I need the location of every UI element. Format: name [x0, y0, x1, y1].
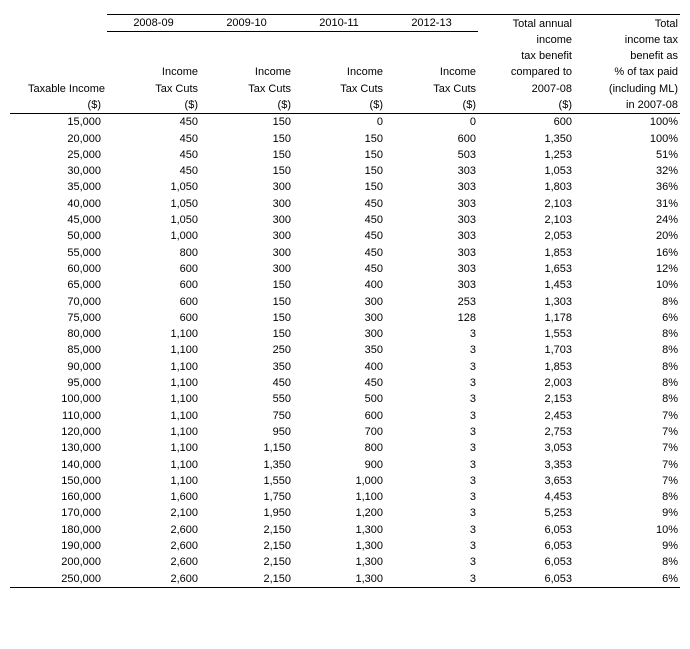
cuts-2010-11-cell: 900 [364, 458, 383, 471]
pct-benefit-header-line: in 2007-08 [574, 97, 680, 114]
cuts-2008-09-cell: 450 [179, 132, 198, 145]
cuts-2010-11-cell: 450 [364, 377, 383, 390]
cuts-2010-11-cell: 1,300 [293, 571, 385, 588]
taxable-income-cell: 55,000 [67, 246, 101, 259]
table-row [10, 359, 680, 375]
cuts-2012-13-cell: 3 [469, 458, 476, 471]
cuts-2010-11-cell: 300 [364, 295, 383, 308]
total-benefit-header-line: income [536, 33, 572, 46]
table-row [10, 375, 680, 391]
cuts-2010-11-cell: 1,300 [355, 523, 383, 536]
taxable-income-cell: 120,000 [61, 425, 101, 438]
cuts-2009-10-cell: 1,350 [263, 458, 291, 471]
cuts-2009-10-cell: 300 [272, 230, 291, 243]
cuts-2010-11-cell: 400 [364, 279, 383, 292]
cuts-2009-10-cell: 1,950 [263, 507, 291, 520]
year-header-2012-13: 2012-13 [385, 15, 478, 32]
year-header-2010-11: 2010-11 [293, 15, 385, 32]
cuts-2008-09-cell: 1,100 [170, 328, 198, 341]
cuts-2010-11-cell: 450 [364, 246, 383, 259]
pct-benefit-cell: 8% [662, 393, 678, 406]
cuts-2012-13-cell: 3 [469, 344, 476, 357]
pct-benefit-cell: 10% [655, 279, 678, 292]
table-row [10, 457, 680, 473]
pct-benefit-cell: 100% [649, 116, 678, 129]
cuts-2012-13-cell: 3 [469, 425, 476, 438]
cuts-2010-11-cell: 450 [364, 197, 383, 210]
cuts-2012-13-cell: 3 [469, 540, 476, 552]
pct-benefit-cell: 8% [662, 295, 678, 308]
total-benefit-cell: 1,803 [544, 181, 572, 194]
table-row [10, 538, 680, 554]
table-row [10, 522, 680, 538]
pct-benefit-cell: 8% [662, 360, 678, 373]
cuts-2008-09-cell: 1,100 [170, 409, 198, 422]
cuts-2012-13-cell: 128 [457, 311, 476, 324]
cuts-2012-13-cell: 0 [469, 116, 476, 129]
table-row [10, 554, 680, 570]
cuts-2010-11-cell: 700 [364, 425, 383, 438]
table-row [10, 147, 680, 163]
total-benefit-cell: 1,053 [544, 165, 572, 178]
total-benefit-cell: 2,103 [544, 214, 572, 227]
total-benefit-cell: 1,303 [544, 295, 572, 308]
cuts-2012-13-cell: 253 [457, 295, 476, 308]
pct-benefit-cell: 9% [662, 540, 678, 552]
total-benefit-cell: 6,053 [544, 523, 572, 536]
pct-benefit-cell: 7% [662, 458, 678, 471]
total-benefit-cell: 1,703 [544, 344, 572, 357]
table-row [10, 310, 680, 326]
taxable-income-cell: 140,000 [61, 458, 101, 471]
cuts-2008-09-cell: 1,100 [170, 474, 198, 487]
cuts-2009-10-cell: 150 [272, 132, 291, 145]
pct-benefit-cell: 31% [655, 197, 678, 210]
cuts-2010-11-cell: 350 [364, 344, 383, 357]
taxable-income-cell: 85,000 [67, 344, 101, 357]
cuts-2012-13-cell: 3 [469, 474, 476, 487]
total-benefit-cell: 6,053 [544, 540, 572, 552]
table-row [10, 179, 680, 195]
total-benefit-cell: 2,103 [544, 197, 572, 210]
cuts-2012-13-cell: 303 [457, 246, 476, 259]
pct-benefit-cell: 9% [662, 507, 678, 520]
cuts-2010-11-cell: 450 [364, 230, 383, 243]
cuts-2008-09-cell: 1,000 [170, 230, 198, 243]
cuts-2009-10-cell: 550 [272, 393, 291, 406]
cuts-2010-11-cell: 1,300 [355, 556, 383, 569]
taxable-income-cell: 150,000 [61, 474, 101, 487]
cuts-2012-13-cell: 303 [457, 197, 476, 210]
cuts-2008-09-cell: 2,600 [170, 540, 198, 552]
total-benefit-cell: 1,253 [544, 148, 572, 161]
cuts-2012-13-cell: 3 [469, 409, 476, 422]
taxable-income-cell: 65,000 [67, 279, 101, 292]
taxable-income-cell: 60,000 [67, 262, 101, 275]
cuts-2009-10-cell: 300 [272, 262, 291, 275]
income-tax-cuts-header-line1: Income [346, 66, 383, 79]
total-benefit-cell: 1,853 [544, 360, 572, 373]
cuts-2012-13-cell: 600 [457, 132, 476, 145]
pct-benefit-cell: 24% [655, 214, 678, 227]
cuts-2012-13-cell: 3 [469, 491, 476, 504]
cuts-2010-11-cell: 800 [364, 442, 383, 455]
total-benefit-cell: 3,353 [544, 458, 572, 471]
cuts-2012-13-cell: 303 [457, 181, 476, 194]
cuts-2012-13-cell: 303 [457, 279, 476, 292]
cuts-2010-11-cell: 500 [364, 393, 383, 406]
total-benefit-cell: 1,553 [544, 328, 572, 341]
total-benefit-cell: 2,003 [544, 377, 572, 390]
cuts-2009-10-cell: 250 [272, 344, 291, 357]
cuts-2008-09-cell: 1,100 [170, 442, 198, 455]
taxable-income-cell: 45,000 [67, 214, 101, 227]
cuts-2008-09-cell: 1,100 [170, 393, 198, 406]
taxable-income-cell: 95,000 [67, 377, 101, 390]
taxable-income-cell: 160,000 [61, 491, 101, 504]
cuts-2010-11-cell: 450 [364, 262, 383, 275]
cuts-2012-13-cell: 3 [469, 360, 476, 373]
cuts-2009-10-cell: 300 [272, 246, 291, 259]
pct-benefit-cell: 6% [574, 571, 680, 588]
cuts-2008-09-cell: 2,600 [107, 571, 200, 588]
total-benefit-cell: 3,053 [544, 442, 572, 455]
taxable-income-cell: 80,000 [67, 328, 101, 341]
cuts-2009-10-cell: 300 [272, 181, 291, 194]
table-row [10, 131, 680, 147]
cuts-2010-11-cell: 150 [364, 148, 383, 161]
pct-benefit-cell: 12% [655, 262, 678, 275]
taxable-income-cell: 25,000 [67, 148, 101, 161]
income-tax-cuts-header-line2: Tax Cuts [155, 82, 198, 95]
cuts-2009-10-cell: 300 [272, 197, 291, 210]
taxable-income-cell: 75,000 [67, 311, 101, 324]
table-row [10, 326, 680, 342]
cuts-2008-09-cell: 1,050 [170, 197, 198, 210]
table-row [10, 489, 680, 505]
cuts-2012-13-cell: 3 [469, 393, 476, 406]
taxable-income-cell: 100,000 [61, 393, 101, 406]
pct-benefit-cell: 8% [662, 344, 678, 357]
taxable-income-cell: 90,000 [67, 360, 101, 373]
unit-label: ($) [107, 97, 200, 114]
taxable-income-cell: 250,000 [10, 571, 107, 588]
total-benefit-header-line: tax benefit [521, 50, 572, 63]
tax-cuts-table [10, 14, 680, 588]
cuts-2009-10-cell: 150 [272, 328, 291, 341]
cuts-2009-10-cell: 1,750 [263, 491, 291, 504]
income-tax-cuts-header-line1: Income [254, 66, 291, 79]
table-row [10, 212, 680, 228]
cuts-2010-11-cell: 0 [376, 116, 383, 129]
pct-benefit-cell: 7% [662, 442, 678, 455]
cuts-2009-10-cell: 450 [272, 377, 291, 390]
table-row [10, 114, 680, 131]
cuts-2012-13-cell: 503 [457, 148, 476, 161]
cuts-2010-11-cell: 400 [364, 360, 383, 373]
cuts-2010-11-cell: 150 [364, 181, 383, 194]
table-row [10, 228, 680, 244]
cuts-2009-10-cell: 150 [272, 148, 291, 161]
pct-benefit-header-line: % of tax paid [614, 66, 678, 79]
total-benefit-cell: 2,153 [544, 393, 572, 406]
pct-benefit-header-line: (including ML) [608, 82, 678, 95]
cuts-2009-10-cell: 950 [272, 425, 291, 438]
total-benefit-cell: 6,053 [478, 571, 574, 588]
cuts-2010-11-cell: 300 [364, 328, 383, 341]
cuts-2009-10-cell: 350 [272, 360, 291, 373]
cuts-2009-10-cell: 300 [272, 214, 291, 227]
cuts-2008-09-cell: 1,050 [170, 214, 198, 227]
unit-label: ($) [385, 97, 478, 114]
total-benefit-header-line: ($) [478, 97, 574, 114]
cuts-2008-09-cell: 1,100 [170, 360, 198, 373]
cuts-2009-10-cell: 2,150 [263, 540, 291, 552]
cuts-2008-09-cell: 1,100 [170, 344, 198, 357]
total-benefit-cell: 1,853 [544, 246, 572, 259]
pct-benefit-cell: 8% [662, 377, 678, 390]
cuts-2012-13-cell: 303 [457, 262, 476, 275]
cuts-2009-10-cell: 2,150 [200, 571, 293, 588]
cuts-2009-10-cell: 2,150 [263, 523, 291, 536]
pct-benefit-cell: 7% [662, 409, 678, 422]
taxable-income-cell: 190,000 [61, 540, 101, 552]
income-tax-cuts-header-line2: Tax Cuts [433, 82, 476, 95]
income-tax-cuts-header-line1: Income [439, 66, 476, 79]
taxable-income-cell: 50,000 [67, 230, 101, 243]
cuts-2012-13-cell: 303 [457, 230, 476, 243]
cuts-2012-13-cell: 3 [469, 523, 476, 536]
taxable-income-cell: 35,000 [67, 181, 101, 194]
table-row [10, 261, 680, 277]
cuts-2012-13-cell: 3 [469, 377, 476, 390]
total-benefit-cell: 1,453 [544, 279, 572, 292]
total-benefit-cell: 4,453 [544, 491, 572, 504]
table-row [10, 424, 680, 440]
table-row [10, 505, 680, 521]
pct-benefit-cell: 32% [655, 165, 678, 178]
cuts-2008-09-cell: 2,600 [170, 556, 198, 569]
cuts-2008-09-cell: 600 [179, 262, 198, 275]
unit-label: ($) [293, 97, 385, 114]
cuts-2008-09-cell: 600 [179, 279, 198, 292]
cuts-2009-10-cell: 1,150 [263, 442, 291, 455]
table-row [10, 277, 680, 293]
table-body [10, 114, 680, 588]
cuts-2008-09-cell: 1,600 [170, 491, 198, 504]
pct-benefit-cell: 8% [662, 556, 678, 569]
table-row [10, 408, 680, 424]
cuts-2008-09-cell: 1,100 [170, 425, 198, 438]
pct-benefit-header-line: Total [574, 15, 680, 32]
pct-benefit-cell: 16% [655, 246, 678, 259]
pct-benefit-cell: 100% [649, 132, 678, 145]
pct-benefit-cell: 8% [662, 491, 678, 504]
cuts-2008-09-cell: 450 [179, 116, 198, 129]
pct-benefit-header-line: income tax [624, 33, 678, 46]
taxable-income-header: Taxable Income [27, 82, 105, 95]
cuts-2009-10-cell: 1,550 [263, 474, 291, 487]
tax-cuts-table-container [10, 14, 680, 588]
cuts-2009-10-cell: 150 [272, 295, 291, 308]
cuts-2010-11-cell: 150 [364, 132, 383, 145]
taxable-income-cell: 15,000 [67, 116, 101, 129]
cuts-2012-13-cell: 3 [469, 507, 476, 520]
cuts-2012-13-cell: 3 [469, 556, 476, 569]
cuts-2010-11-cell: 1,200 [355, 507, 383, 520]
cuts-2010-11-cell: 1,100 [355, 491, 383, 504]
cuts-2010-11-cell: 450 [364, 214, 383, 227]
table-row [10, 163, 680, 179]
table-row [10, 294, 680, 310]
cuts-2008-09-cell: 1,100 [170, 458, 198, 471]
cuts-2009-10-cell: 150 [272, 116, 291, 129]
cuts-2009-10-cell: 750 [272, 409, 291, 422]
pct-benefit-cell: 7% [662, 474, 678, 487]
cuts-2010-11-cell: 1,300 [355, 540, 383, 552]
total-benefit-header-line: compared to [510, 66, 572, 79]
cuts-2008-09-cell: 1,050 [170, 181, 198, 194]
total-benefit-header-line: 2007-08 [531, 82, 572, 95]
total-benefit-cell: 600 [553, 116, 572, 129]
cuts-2012-13-cell: 303 [457, 214, 476, 227]
total-benefit-cell: 1,653 [544, 262, 572, 275]
taxable-income-cell: 130,000 [61, 442, 101, 455]
cuts-2012-13-cell: 3 [469, 328, 476, 341]
cuts-2010-11-cell: 1,000 [355, 474, 383, 487]
total-benefit-cell: 1,178 [544, 311, 572, 324]
total-benefit-cell: 1,350 [544, 132, 572, 145]
cuts-2008-09-cell: 600 [179, 311, 198, 324]
total-benefit-cell: 5,253 [544, 507, 572, 520]
total-benefit-cell: 2,753 [544, 425, 572, 438]
table-row [10, 473, 680, 489]
income-tax-cuts-header-line2: Tax Cuts [248, 82, 291, 95]
taxable-income-cell: 180,000 [61, 523, 101, 536]
cuts-2009-10-cell: 150 [272, 279, 291, 292]
cuts-2012-13-cell: 3 [469, 442, 476, 455]
taxable-income-cell: 30,000 [67, 165, 101, 178]
table-row [10, 342, 680, 358]
total-benefit-cell: 2,453 [544, 409, 572, 422]
table-row [10, 391, 680, 407]
cuts-2010-11-cell: 600 [364, 409, 383, 422]
cuts-2012-13-cell: 3 [385, 571, 478, 588]
unit-label: ($) [200, 97, 293, 114]
cuts-2008-09-cell: 1,100 [170, 377, 198, 390]
total-benefit-cell: 6,053 [544, 556, 572, 569]
taxable-income-cell: 110,000 [62, 409, 101, 422]
table-row [10, 196, 680, 212]
total-benefit-cell: 2,053 [544, 230, 572, 243]
cuts-2008-09-cell: 450 [179, 165, 198, 178]
table-header [10, 15, 680, 114]
pct-benefit-cell: 10% [655, 523, 678, 536]
total-benefit-cell: 3,653 [544, 474, 572, 487]
cuts-2010-11-cell: 150 [364, 165, 383, 178]
table-row [10, 245, 680, 261]
year-header-2008-09: 2008-09 [107, 15, 200, 32]
cuts-2009-10-cell: 150 [272, 165, 291, 178]
taxable-income-cell: 40,000 [67, 197, 101, 210]
cuts-2009-10-cell: 150 [272, 311, 291, 324]
taxable-income-cell: 70,000 [67, 295, 101, 308]
taxable-income-unit: ($) [10, 97, 107, 114]
cuts-2008-09-cell: 450 [179, 148, 198, 161]
pct-benefit-cell: 36% [655, 181, 678, 194]
cuts-2012-13-cell: 303 [457, 165, 476, 178]
taxable-income-cell: 20,000 [67, 132, 101, 145]
cuts-2008-09-cell: 800 [179, 246, 198, 259]
cuts-2010-11-cell: 300 [364, 311, 383, 324]
table-row [10, 440, 680, 456]
table-row [10, 571, 680, 588]
pct-benefit-cell: 8% [662, 328, 678, 341]
pct-benefit-cell: 20% [655, 230, 678, 243]
pct-benefit-cell: 6% [662, 311, 678, 324]
cuts-2008-09-cell: 2,600 [170, 523, 198, 536]
income-tax-cuts-header-line2: Tax Cuts [340, 82, 383, 95]
taxable-income-cell: 170,000 [61, 507, 101, 520]
cuts-2009-10-cell: 2,150 [263, 556, 291, 569]
taxable-income-cell: 200,000 [61, 556, 101, 569]
income-tax-cuts-header-line1: Income [161, 66, 198, 79]
pct-benefit-cell: 51% [655, 148, 678, 161]
year-header-2009-10: 2009-10 [200, 15, 293, 32]
pct-benefit-cell: 7% [662, 425, 678, 438]
cuts-2008-09-cell: 2,100 [170, 507, 198, 520]
cuts-2008-09-cell: 600 [179, 295, 198, 308]
pct-benefit-header-line: benefit as [630, 50, 678, 63]
total-benefit-header-line: Total annual [478, 15, 574, 32]
